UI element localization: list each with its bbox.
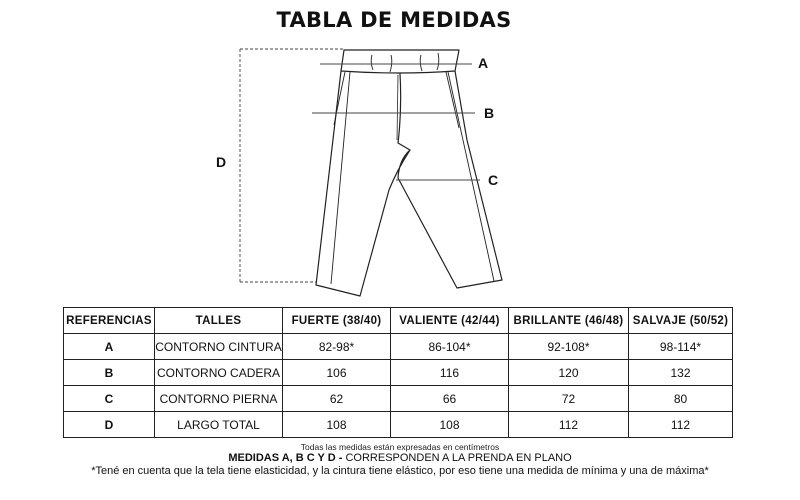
label-b: B <box>484 105 495 121</box>
cell-value: 66 <box>391 386 509 412</box>
row-ref: C <box>64 386 155 412</box>
header-salvaje: SALVAJE (50/52) <box>629 308 733 334</box>
row-name: CONTORNO PIERNA <box>155 386 283 412</box>
row-ref: B <box>64 360 155 386</box>
cell-value: 112 <box>509 412 629 438</box>
label-a: A <box>478 55 489 71</box>
label-d: D <box>216 154 227 170</box>
waistband-gathers <box>371 53 439 72</box>
row-name: LARGO TOTAL <box>155 412 283 438</box>
table-row <box>64 334 733 360</box>
header-brillante: BRILLANTE (46/48) <box>509 308 629 334</box>
row-ref: D <box>64 412 155 438</box>
pants-outline <box>316 71 502 296</box>
cell-value: 116 <box>391 360 509 386</box>
cell-value: 120 <box>509 360 629 386</box>
table-row <box>64 412 733 438</box>
header-valiente: VALIENTE (42/44) <box>391 308 509 334</box>
cell-value: 112 <box>629 412 733 438</box>
flat-measure-note-bold: MEDIDAS A, B C Y D - <box>228 452 343 464</box>
cell-value: 106 <box>283 360 391 386</box>
row-name: CONTORNO CADERA <box>155 360 283 386</box>
side-stripe-left <box>331 72 350 284</box>
fly-seam <box>397 75 398 140</box>
cell-value: 62 <box>283 386 391 412</box>
pants-waistband <box>341 50 459 73</box>
cell-value: 80 <box>629 386 733 412</box>
flat-measure-note <box>0 452 800 464</box>
page-title: TABLA DE MEDIDAS <box>276 8 512 32</box>
row-ref: A <box>64 334 155 360</box>
flat-measure-note-rest: CORRESPONDEN A LA PRENDA EN PLANO <box>342 452 572 464</box>
elasticity-note: *Tené en cuenta que la tela tiene elasticidad, y la cintura tiene elástico, por eso tiene una medida de mínima y una de máxima* <box>91 465 709 477</box>
table-header-row <box>64 308 733 334</box>
header-referencias: REFERENCIAS <box>64 308 155 334</box>
cell-value: 82-98* <box>283 334 391 360</box>
size-table <box>63 307 733 438</box>
cell-value: 98-114* <box>629 334 733 360</box>
cell-value: 92-108* <box>509 334 629 360</box>
units-note: Todas las medidas están expresadas en centímetros <box>300 442 500 452</box>
table-row <box>64 360 733 386</box>
label-c: C <box>488 172 499 188</box>
header-talles: TALLES <box>155 308 283 334</box>
row-name: CONTORNO CINTURA <box>155 334 283 360</box>
cell-value: 108 <box>391 412 509 438</box>
header-fuerte: FUERTE (38/40) <box>283 308 391 334</box>
cell-value: 132 <box>629 360 733 386</box>
table-row <box>64 386 733 412</box>
cell-value: 72 <box>509 386 629 412</box>
cell-value: 86-104* <box>391 334 509 360</box>
cell-value: 108 <box>283 412 391 438</box>
